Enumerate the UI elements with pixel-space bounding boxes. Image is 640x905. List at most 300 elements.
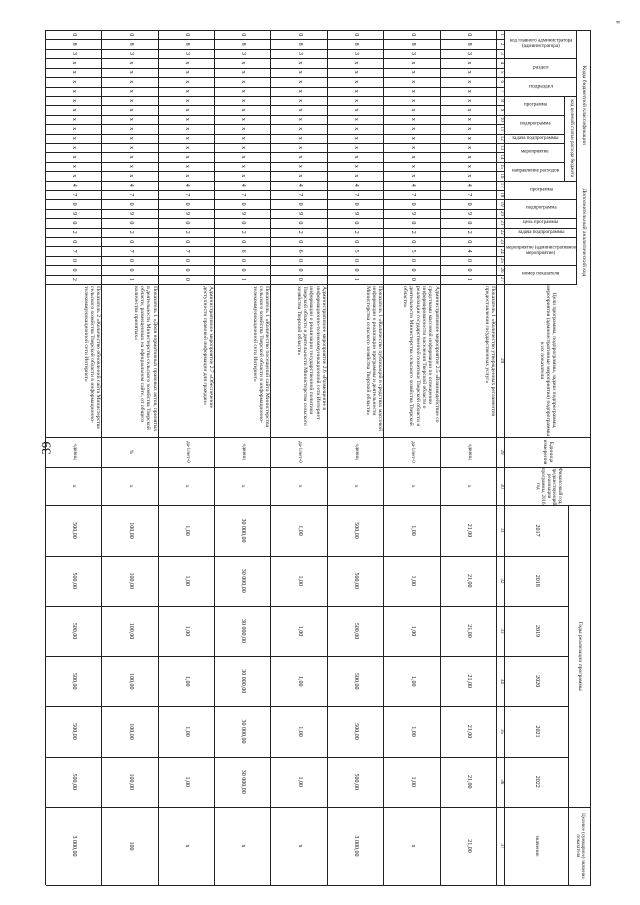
table-row-3-code-22: 2 [296, 230, 303, 234]
col-number-23: 23 [498, 239, 504, 245]
table-row-6-code-27: 1 [127, 277, 134, 281]
table-row-4-code-7: х [240, 89, 247, 93]
table-row-0-code-27: 1 [465, 277, 472, 281]
col-number-7: 7 [498, 89, 504, 93]
table-row-6-code-21: 0 [127, 221, 134, 225]
table-row-3-code-14: х [296, 155, 303, 159]
col-number-6: 6 [498, 80, 504, 83]
table-row-3-code-11: х [296, 127, 303, 131]
table-row-0-code-22: 2 [465, 230, 472, 234]
table-row-2-code-24: 5 [353, 249, 360, 253]
table-row-7-code-18: 7 [71, 193, 78, 197]
table-row-5-code-6: х [184, 80, 191, 84]
col-number-28: 28 [498, 358, 504, 364]
table-row-4-code-27: 1 [240, 277, 247, 281]
table-row-4-code-5: х [240, 70, 247, 74]
table-row-3-code-18: 7 [296, 193, 303, 197]
table-row-4-code-24: 6 [240, 249, 247, 253]
table-row-4-code-3: 3 [240, 51, 247, 55]
table-row-4-code-18: 7 [240, 193, 247, 197]
table-row-0-text: Показатель 1 «Количество утвержденных регламентов предоставления государственных услуг» [483, 286, 496, 417]
header-analytic-part-0: программа [529, 187, 553, 193]
table-row-6-code-9: х [127, 108, 134, 112]
table-row-4-code-13: х [240, 146, 247, 150]
table-row-6-code-6: х [127, 80, 134, 84]
table-row-7-code-21: 0 [71, 221, 78, 225]
table-row-4-code-8: х [240, 99, 247, 103]
table-row-0-final: 21,00 [465, 839, 472, 853]
table-row-3-code-16: х [296, 174, 303, 178]
table-row-0-code-8: х [465, 99, 472, 103]
table-row-5-year-2018: 1,00 [184, 575, 191, 587]
table-row-0-code-4: х [465, 61, 472, 65]
table-row-4-final: х [240, 844, 247, 848]
table-row-1-code-21: 0 [409, 221, 416, 225]
table-row-1-code-23: 0 [409, 240, 416, 244]
header-rule [568, 505, 569, 885]
table-row-1-code-22: 2 [409, 230, 416, 234]
table-border-right [46, 885, 591, 886]
header-analytic-part-1: подпрограмма [525, 206, 557, 212]
table-row-1-unit: да-1/нет-0 [410, 441, 416, 463]
page-number: 39 [38, 441, 54, 455]
table-row-6-code-10: х [127, 117, 134, 121]
table-row-1-code-27: 0 [409, 277, 416, 281]
table-row-7-code-27: 2 [71, 277, 78, 281]
table-row-6-code-17: 4 [127, 183, 134, 187]
table-row-5-code-4: х [184, 61, 191, 65]
table-row-0-unit: единиц [466, 444, 472, 460]
table-row-0-code-3: 3 [465, 51, 472, 55]
table-row-1-code-19: 0 [409, 202, 416, 206]
table-row-2-code-22: 2 [353, 230, 360, 234]
table-row-0-code-21: 0 [465, 221, 472, 225]
table-row-1-code-20: 9 [409, 211, 416, 215]
table-row-5-code-19: 0 [184, 202, 191, 206]
table-row-4-code-17: 4 [240, 183, 247, 187]
table-row-7-code-22: 2 [71, 230, 78, 234]
table-row-1-final: х [409, 844, 416, 848]
table-row-2-year-2018: 500,00 [353, 572, 360, 590]
table-row-6-code-5: х [127, 70, 134, 74]
table-row-2-code-10: х [353, 117, 360, 121]
table-row-0-year-2022: 21,00 [465, 775, 472, 789]
table-row-1-code-6: х [409, 80, 416, 84]
table-row-2-code-15: х [353, 164, 360, 168]
header-year-2019: 2019 [534, 625, 541, 638]
table-row-1-code-14: х [409, 155, 416, 159]
table-row-7-code-3: 3 [71, 51, 78, 55]
col-number-34: 34 [498, 678, 504, 684]
table-row-7-unit: единиц [71, 444, 77, 460]
table-row-7-code-16: х [71, 174, 78, 178]
table-row-5-text: Административное мероприятие 2.7 «Обеспечение доступности правовой информации для граждан» [201, 286, 215, 408]
table-row-0-code-26: 0 [465, 268, 472, 272]
table-row-1-code-1: 0 [409, 33, 416, 37]
header-goal-col: Цели программы, подпрограммы, задачи подпрограммы, мероприятия (административные мероприятия) подпрограммы и их показатели [538, 285, 558, 436]
table-row-1-code-7: х [409, 89, 416, 93]
table-row-7-prev: х [71, 484, 78, 488]
table-row-2-code-7: х [353, 89, 360, 93]
table-row-7-code-5: х [71, 70, 78, 74]
table-row-2-code-27: 1 [353, 277, 360, 281]
table-row-0-code-11: х [465, 127, 472, 131]
table-row-3-code-26: 0 [296, 268, 303, 272]
header-analytic-part-2: цель программы [523, 220, 559, 226]
table-row-2-year-2022: 500,00 [353, 773, 360, 791]
header-analytic-part-4: мероприятие (административное мероприятие) [505, 245, 577, 257]
header-rule [564, 96, 565, 181]
table-row-0-code-9: х [465, 108, 472, 112]
table-row-5-code-16: х [184, 174, 191, 178]
table-row-2-code-13: х [353, 146, 360, 150]
table-row-5-year-2017: 1,00 [184, 525, 191, 536]
col-number-16: 16 [498, 173, 504, 179]
table-row-4-text: Показатель 1 «Количество посещений сайта Министерства сельского хозяйства Тверской области в информационно-телекоммуникационной сети Интернет» [251, 286, 271, 428]
table-row-0-code-20: 9 [465, 211, 472, 215]
table-row-4-year-2017: 30 000,00 [240, 518, 247, 543]
col-number-29: 29 [498, 449, 504, 455]
table-row-7-code-26: 0 [71, 268, 78, 272]
table-row-2-code-16: х [353, 174, 360, 178]
table-row-3-code-5: х [296, 70, 303, 74]
table-row-7-code-8: х [71, 99, 78, 103]
header-year-2022: 2022 [534, 775, 541, 788]
table-row-6-year-2017: 100,00 [127, 522, 134, 539]
table-row-0-code-10: х [465, 117, 472, 121]
table-row-5-year-2019: 1,00 [184, 625, 191, 637]
table-row-7-code-11: х [71, 127, 78, 131]
table-row-1-year-2020: 1,00 [409, 676, 416, 687]
table-row-3-code-27: 0 [296, 277, 303, 281]
table-row-7-final: 3 000,00 [71, 835, 78, 857]
table-row-3-code-12: х [296, 136, 303, 140]
table-row-0-code-1: 0 [465, 33, 472, 37]
table-row-1-code-3: 3 [409, 51, 416, 55]
header-section: раздел [533, 64, 549, 71]
table-row-2-year-2019: 500,00 [353, 622, 360, 640]
table-row-2-text: Показатель 1 «Количество публикаций в средствах массовой информации о реализации программы и деятельности Министерства сельского хозяйства Тверской области» [364, 286, 384, 431]
table-row-5-prev: х [184, 484, 191, 488]
table-row-2-prev: х [353, 484, 360, 488]
col-number-4: 4 [498, 61, 504, 65]
col-number-5: 5 [498, 71, 504, 74]
table-row-7-code-2: 8 [71, 42, 78, 46]
table-row-1-year-2019: 1,00 [409, 625, 416, 637]
table-row-6-code-2: 8 [127, 42, 134, 46]
table-row-6-code-11: х [127, 127, 134, 131]
col-number-33: 33 [498, 628, 504, 634]
table-row-1-code-8: х [409, 99, 416, 103]
col-number-37: 37 [498, 843, 504, 849]
header-target-value: значение [534, 835, 541, 857]
table-row-5-code-11: х [184, 127, 191, 131]
table-row-3-year-2022: 1,00 [296, 776, 303, 788]
table-row-0-year-2017: 21,00 [465, 523, 472, 538]
table-row-6-code-14: х [127, 155, 134, 159]
col-number-17: 17 [498, 182, 504, 188]
table-row-4-year-2019: 30 000,00 [240, 619, 247, 644]
table-row-2-code-5: х [353, 70, 360, 74]
col-number-8: 8 [498, 99, 504, 102]
table-row-4-year-2020: 30 000,00 [240, 669, 247, 694]
table-row-4-code-11: х [240, 127, 247, 131]
table-row-6-final: 100 [127, 841, 134, 851]
table-row-4-code-26: 0 [240, 268, 247, 272]
table-row-3-code-8: х [296, 99, 303, 103]
table-row-4-code-6: х [240, 80, 247, 84]
table-row-4-prev: х [240, 484, 247, 488]
table-row-2-code-9: х [353, 108, 360, 112]
col-number-21: 21 [498, 220, 504, 226]
table-row-1-code-26: 0 [409, 268, 416, 272]
table-row-2-code-6: х [353, 80, 360, 84]
table-row-5-code-9: х [184, 108, 191, 112]
table-row-2-code-26: 0 [353, 268, 360, 272]
header-year-2018: 2018 [534, 574, 541, 587]
table-row-2-code-18: 7 [353, 193, 360, 197]
table-row-1-code-12: х [409, 136, 416, 140]
table-row-2-code-20: 9 [353, 211, 360, 215]
table-row-0-year-2019: 21,00 [465, 624, 472, 638]
table-row-2-code-19: 0 [353, 202, 360, 206]
table-row-7-code-23: 0 [71, 240, 78, 244]
table-row-3-code-17: 4 [296, 183, 303, 187]
col-number-10: 10 [498, 116, 504, 122]
table-row-2-code-25: 0 [353, 258, 360, 262]
col-number-1: 1 [498, 33, 504, 36]
table-row-1-code-18: 7 [409, 193, 416, 197]
table-row-0-code-17: 4 [465, 183, 472, 187]
table-row-5-code-13: х [184, 146, 191, 150]
table-row-7-code-25: 0 [71, 258, 78, 262]
col-number-13: 13 [498, 145, 504, 151]
header-target-group: код целевой статьи расхода бюджета [568, 99, 574, 178]
col-number-12: 12 [498, 135, 504, 141]
col-number-26: 26 [498, 267, 504, 273]
table-row-6-year-2021: 100,00 [127, 723, 134, 740]
table-row-2-code-11: х [353, 127, 360, 131]
table-row-3-code-10: х [296, 117, 303, 121]
table-row-7-code-1: 0 [71, 33, 78, 37]
table-row-3-prev: х [296, 484, 303, 488]
table-row-0-code-12: х [465, 136, 472, 140]
table-row-0-code-13: х [465, 146, 472, 150]
table-row-2-code-21: 0 [353, 221, 360, 225]
table-row-6-code-16: х [127, 174, 134, 178]
table-row-7-code-13: х [71, 146, 78, 150]
table-row-6-year-2019: 100,00 [127, 622, 134, 640]
table-row-7-year-2018: 500,00 [71, 572, 78, 590]
table-row-1-year-2017: 1,00 [409, 525, 416, 536]
col-number-35: 35 [498, 729, 504, 735]
table-row-7-code-15: х [71, 164, 78, 168]
table-row-6-code-26: 0 [127, 268, 134, 272]
table-row-3-code-20: 9 [296, 211, 303, 215]
table-row-6-code-1: 0 [127, 33, 134, 37]
table-row-6-code-20: 9 [127, 211, 134, 215]
table-row-6-code-4: х [127, 61, 134, 65]
table-row-4-unit: единиц [241, 444, 247, 460]
corner-mark: " [616, 20, 621, 31]
header-analytic-group: Дополнительный аналитический код [581, 188, 588, 277]
table-row-4-code-19: 0 [240, 202, 247, 206]
table-row-4-code-12: х [240, 136, 247, 140]
table-row-2-year-2017: 500,00 [353, 522, 360, 539]
header-target-part-4: направление расходов [511, 168, 559, 174]
table-row-6-code-8: х [127, 99, 134, 103]
col-number-2: 2 [498, 42, 504, 46]
table-row-5-code-20: 9 [184, 211, 191, 215]
table-row-0-code-18: 7 [465, 193, 472, 197]
table-row-3-code-19: 0 [296, 202, 303, 206]
table-row-3-year-2018: 1,00 [296, 575, 303, 587]
table-row-7-year-2022: 500,00 [71, 773, 78, 791]
table-row-4-code-21: 0 [240, 221, 247, 225]
table-row-2-code-23: 0 [353, 240, 360, 244]
table-row-0-code-5: х [465, 70, 472, 74]
table-row-5-code-17: 4 [184, 183, 191, 187]
header-target-part-2: задача подпрограммы [511, 135, 559, 141]
table-row-6-code-7: х [127, 89, 134, 93]
table-row-1-code-15: х [409, 164, 416, 168]
header-unit-col: Единица измерения [542, 439, 555, 465]
table-row-5-year-2020: 1,00 [184, 676, 191, 687]
table-row-0-code-15: х [465, 164, 472, 168]
col-number-18: 18 [498, 192, 504, 198]
table-row-4-code-22: 2 [240, 230, 247, 234]
header-period-group: Годы реализации программы [577, 621, 584, 691]
table-row-5-code-5: х [184, 70, 191, 74]
table-row-3-year-2017: 1,00 [296, 525, 303, 536]
table-row-6-text: Показатель 1 «Доля нормативных правовых актов, принятых в деятельности Министерства сельского хозяйства Тверской области, размещенных на официальном сайте, от общего количества принятых» [132, 286, 158, 432]
table-row-2-code-14: х [353, 155, 360, 159]
table-row-0-code-23: 0 [465, 240, 472, 244]
table-row-3-code-15: х [296, 164, 303, 168]
col-number-3: 3 [498, 52, 504, 55]
table-row-7-year-2017: 500,00 [71, 522, 78, 539]
col-number-20: 20 [498, 210, 504, 216]
table-row-1-year-2022: 1,00 [409, 776, 416, 788]
table-row-5-code-12: х [184, 136, 191, 140]
table-row-5-code-23: 0 [184, 240, 191, 244]
header-analytic-part-3: задача подпрограммы [517, 229, 565, 235]
table-row-0-code-7: х [465, 89, 472, 93]
table-row-5-code-21: 0 [184, 221, 191, 225]
table-row-2-unit: единиц [353, 444, 359, 460]
header-budget-group: Коды бюджетной классификации [581, 65, 588, 145]
table-row-5-code-7: х [184, 89, 191, 93]
table-row-4-code-23: 0 [240, 240, 247, 244]
table-row-1-code-4: х [409, 61, 416, 65]
col-number-36: 36 [498, 779, 504, 785]
table-row-4-code-2: 8 [240, 42, 247, 46]
table-row-3-code-9: х [296, 108, 303, 112]
table-row-5-code-3: 3 [184, 51, 191, 55]
table-row-3-code-7: х [296, 89, 303, 93]
table-row-2-code-17: 4 [353, 183, 360, 187]
table-row-7-code-12: х [71, 136, 78, 140]
header-year-2020: 2020 [534, 675, 541, 688]
table-row-3-year-2019: 1,00 [296, 625, 303, 637]
table-row-7-code-20: 9 [71, 211, 78, 215]
table-row-7-year-2021: 500,00 [71, 723, 78, 740]
table-row-6-code-22: 2 [127, 230, 134, 234]
table-row-4-code-20: 9 [240, 211, 247, 215]
header-fin-year: Финансовый год, предшествующий реализации программы, 2016 год [534, 467, 562, 506]
col-number-27: 27 [498, 276, 504, 282]
header-year-2021: 2021 [534, 725, 541, 738]
table-row-4-code-10: х [240, 117, 247, 121]
table-row-7-code-4: х [71, 61, 78, 65]
table-row-4-year-2021: 30 000,00 [240, 719, 247, 744]
table-row-6-code-24: 7 [127, 249, 134, 253]
table-row-6-code-13: х [127, 146, 134, 150]
table-row-3-year-2020: 1,00 [296, 676, 303, 687]
table-row-1-text: Административное мероприятие 2.5 «Взаимодействие со средствами массовой информации по освещению информированности населения Тверской области о реализации государственной политики Тверской области и деятельности Министерства сельского хозяйства Тверской области» [402, 286, 440, 427]
table-row-5-code-25: 0 [184, 258, 191, 262]
header-subsection: подраздел [529, 83, 553, 90]
table-row-5-final: х [184, 844, 191, 848]
table-row-3-year-2021: 1,00 [296, 726, 303, 737]
col-number-19: 19 [498, 201, 504, 207]
table-row-6-code-12: х [127, 136, 134, 140]
col-number-25: 25 [498, 257, 504, 263]
table-row-4-code-15: х [240, 164, 247, 168]
table-row-0-year-2020: 21,00 [465, 674, 472, 689]
header-target-part-1: подпрограмма [519, 121, 551, 127]
header-rule [576, 30, 577, 181]
table-row-1-code-10: х [409, 117, 416, 121]
table-row-2-code-3: 3 [353, 51, 360, 55]
table-row-0-prev: х [465, 484, 472, 488]
table-row-5-code-2: 8 [184, 42, 191, 46]
table-row-5-year-2022: 1,00 [184, 776, 191, 788]
table-row-3-code-3: 3 [296, 51, 303, 55]
table-row-6-code-19: 0 [127, 202, 134, 206]
table-row-6-year-2018: 100,00 [127, 572, 134, 590]
table-row-0-code-24: 4 [465, 249, 472, 253]
table-row-5-code-22: 2 [184, 230, 191, 234]
table-row-1-code-13: х [409, 146, 416, 150]
table-row-2-code-12: х [353, 136, 360, 140]
table-row-5-year-2021: 1,00 [184, 726, 191, 737]
col-number-11: 11 [498, 126, 504, 132]
table-row-0-year-2021: 21,00 [465, 724, 472, 739]
table-row-4-code-16: х [240, 174, 247, 178]
table-row-4-code-14: х [240, 155, 247, 159]
table-row-2-code-1: 0 [353, 33, 360, 37]
table-row-1-code-16: х [409, 174, 416, 178]
header-target-final: Целевое (суммарное) значение показателя [575, 813, 586, 879]
header-target-part-0: программа [523, 102, 547, 108]
col-number-32: 32 [498, 578, 504, 584]
table-row-5-code-18: 7 [184, 193, 191, 197]
table-row-3-text: Административное мероприятие 2.6 «Размещение в информационно-телекоммуникационной сети Интернет информации о реализации государственной политики Тверской области и деятельности Министерства сельского хозяйства Тверской области» [295, 286, 327, 426]
table-row-2-final: 3 000,00 [353, 835, 360, 857]
col-number-14: 14 [498, 154, 504, 160]
table-row-3-final: х [296, 844, 303, 848]
table-row-1-code-25: 0 [409, 258, 416, 262]
table-row-0-code-14: х [465, 155, 472, 159]
table-row-7-code-24: 7 [71, 249, 78, 253]
table-row-5-code-8: х [184, 99, 191, 103]
table-row-3-unit: да-1/нет-0 [297, 441, 303, 463]
table-row-7-code-6: х [71, 80, 78, 84]
table-row-5-code-1: 0 [184, 33, 191, 37]
header-admin-code: код главного администратора (администратора) [509, 38, 573, 50]
budget-table [46, 30, 591, 885]
